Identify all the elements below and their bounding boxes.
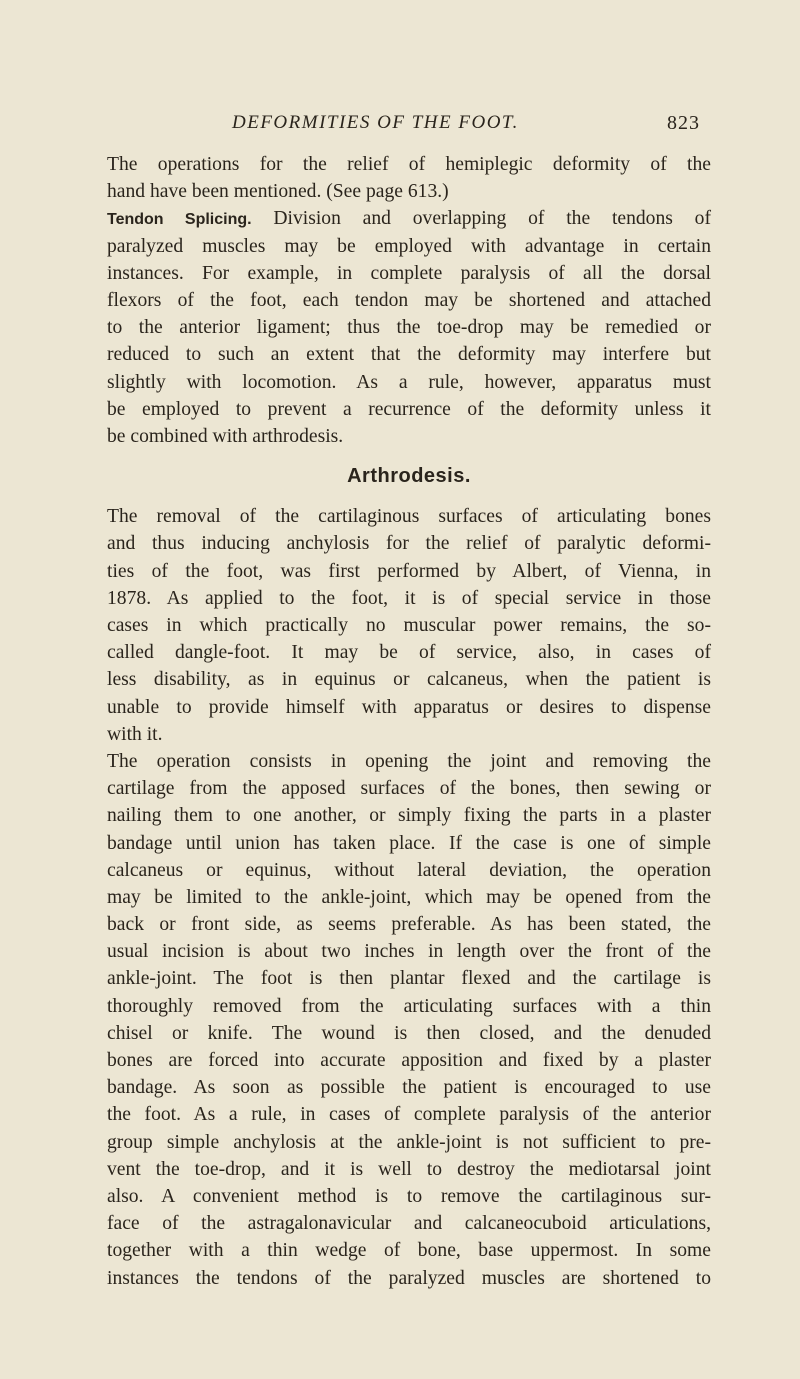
text-line: usual incision is about two inches in length over the front of the: [107, 941, 711, 963]
text-line: with it.: [107, 723, 163, 745]
text-line: nailing them to one another, or simply fixing the parts in a plaster: [107, 805, 711, 827]
text-line: and thus inducing anchylosis for the relief of paralytic deformi-: [107, 533, 711, 555]
text-line: 1878. As applied to the foot, it is of special service in those: [107, 587, 711, 609]
text-line: cartilage from the apposed surfaces of the bones, then sewing or: [107, 778, 711, 800]
text-line: group simple anchylosis at the ankle-joint is not sufficient to pre-: [107, 1131, 711, 1153]
text-line: together with a thin wedge of bone, base uppermost. In some: [107, 1240, 711, 1262]
text-line: [107, 205, 711, 232]
text-line: The operation consists in opening the joint and removing the: [107, 750, 711, 772]
text-line: be combined with arthrodesis.: [107, 425, 344, 447]
text-line: called dangle-foot. It may be of service, also, in cases of: [107, 642, 711, 664]
text-line: The operations for the relief of hemiplegic deformity of the: [107, 154, 711, 175]
running-head: [232, 112, 700, 142]
text-line: reduced to such an extent that the deformity may interfere but: [107, 344, 711, 366]
text-line: paralyzed muscles may be employed with advantage in certain: [107, 235, 711, 257]
text-line: be employed to prevent a recurrence of the deformity unless it: [107, 398, 711, 420]
text-line: instances. For example, in complete paralysis of all the dorsal: [107, 262, 711, 284]
run-in-heading: Tendon Splicing.: [107, 211, 252, 229]
text-line: instances the tendons of the paralyzed muscles are shortened to: [107, 1267, 711, 1289]
section-heading: Arthrodesis.: [347, 465, 471, 488]
text-line: ties of the foot, was first performed by Albert, of Vienna, in: [107, 560, 711, 582]
text-line: may be limited to the ankle-joint, which may be opened from the: [107, 886, 711, 908]
text-line: face of the astragalonavicular and calcaneocuboid articulations,: [107, 1213, 711, 1235]
text-line: flexors of the foot, each tendon may be shortened and attached: [107, 289, 711, 311]
text-line: calcaneus or equinus, without lateral deviation, the operation: [107, 859, 711, 881]
text-line: thoroughly removed from the articulating surfaces with a thin: [107, 995, 711, 1017]
text-line: vent the toe-drop, and it is well to destroy the mediotarsal joint: [107, 1158, 711, 1180]
running-title: DEFORMITIES OF THE FOOT.: [232, 112, 519, 133]
text-line: also. A convenient method is to remove the cartilaginous sur-: [107, 1185, 711, 1207]
text-line: slightly with locomotion. As a rule, however, apparatus must: [107, 371, 711, 393]
spacer: [107, 450, 711, 463]
text-line: less disability, as in equinus or calcaneus, when the patient is: [107, 669, 711, 691]
body-text: [107, 151, 711, 1292]
text-span: Division and overlapping of the tendons of: [273, 208, 711, 230]
text-line: bandage. As soon as possible the patient is encouraged to use: [107, 1077, 711, 1099]
text-line: ankle-joint. The foot is then plantar flexed and the cartilage is: [107, 968, 711, 990]
text-line: The removal of the cartilaginous surfaces of articulating bones: [107, 506, 711, 528]
spacer: [107, 490, 711, 503]
text-line: unable to provide himself with apparatus or desires to dispense: [107, 696, 711, 718]
text-line: to the anterior ligament; thus the toe-drop may be remedied or: [107, 317, 711, 339]
text-line: the foot. As a rule, in cases of complete paralysis of the anterior: [107, 1104, 711, 1126]
text-line: bones are forced into accurate apposition and fixed by a plaster: [107, 1050, 711, 1071]
text-line: bandage until union has taken place. If the case is one of simple: [107, 832, 711, 854]
page-number: 823: [667, 112, 700, 134]
text-line: back or front side, as seems preferable. As has been stated, the: [107, 914, 711, 936]
text-line: chisel or knife. The wound is then closed, and the denuded: [107, 1022, 711, 1044]
text-line: hand have been mentioned. (See page 613.): [107, 181, 449, 203]
text-line: cases in which practically no muscular power remains, the so-: [107, 615, 711, 636]
